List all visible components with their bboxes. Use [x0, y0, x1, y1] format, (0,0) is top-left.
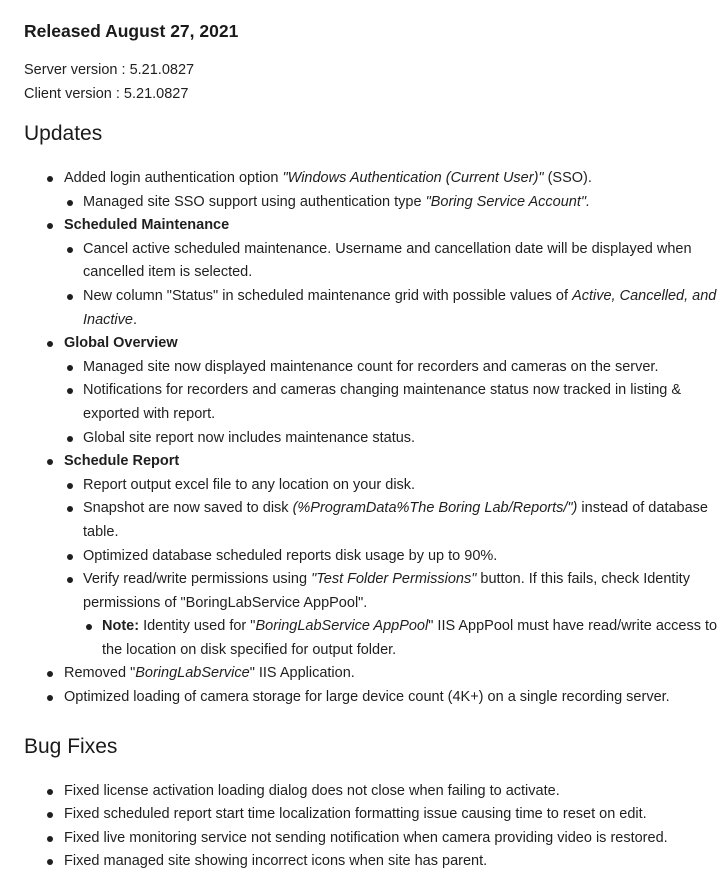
sub-list — [64, 191, 720, 215]
verify-button-name: "Test Folder Permissions" — [311, 571, 477, 588]
removed-suffix: " IIS Application. — [249, 665, 355, 682]
schedule-report-title: Schedule Report — [64, 453, 180, 470]
list-item — [24, 662, 720, 686]
sub-list — [64, 356, 720, 450]
status-values: Active, Cancelled, and Inactive — [83, 287, 717, 328]
list-item — [64, 285, 720, 332]
snapshot-path: (%ProgramData%The Boring Lab/Reports/") — [292, 500, 578, 517]
list-item: Managed site now displayed maintenance count for recorders and cameras on the server. — [64, 356, 720, 380]
note-prefix: Identity used for " — [139, 618, 256, 635]
status-column-suffix: . — [132, 311, 138, 328]
status-column-prefix: New column "Status" in scheduled maintenance grid with possible values of — [83, 287, 573, 304]
note-label: Note: — [102, 618, 140, 635]
list-item: Fixed scheduled report start time localization formatting issue causing time to reset on edit. — [24, 803, 720, 827]
list-item: Fixed live monitoring service not sending notification when camera providing video is restored. — [24, 827, 720, 851]
list-item — [24, 167, 720, 214]
list-item — [83, 615, 720, 662]
sso-support-prefix: Managed site SSO support using authentication type — [83, 193, 426, 210]
version-info — [24, 58, 720, 106]
snapshot-suffix: instead of database table. — [83, 500, 708, 540]
list-item — [64, 568, 720, 662]
list-item — [24, 332, 720, 450]
bug-fixes-heading: Bug Fixes — [24, 734, 118, 758]
client-version: Client version : 5.21.0827 — [24, 86, 189, 102]
sub-list — [64, 238, 720, 332]
list-item: Optimized database scheduled reports disk usage by up to 90%. — [64, 545, 720, 569]
sub-list — [64, 474, 720, 663]
release-date: Released August 27, 2021 — [24, 21, 239, 41]
removed-name: BoringLabService — [135, 665, 250, 682]
note-app-pool: BoringLabService AppPool — [255, 618, 429, 635]
release-notes — [24, 0, 720, 874]
login-option-suffix: (SSO). — [543, 170, 592, 186]
list-item: Notifications for recorders and cameras changing maintenance status now tracked in listing & exported with report. — [64, 379, 720, 426]
list-item: Optimized loading of camera storage for large device count (4K+) on a single recording server. — [24, 686, 720, 710]
list-item — [64, 497, 720, 544]
verify-suffix: button. If this fails, check Identity permissions of "BoringLabService AppPool". — [83, 571, 690, 611]
list-item — [64, 191, 720, 215]
login-option-prefix: Added login authentication option — [64, 170, 283, 186]
list-item: Global site report now includes maintenance status. — [64, 427, 720, 451]
login-option-name: "Windows Authentication (Current User)" — [282, 170, 544, 186]
global-overview-title: Global Overview — [64, 335, 178, 352]
server-version: Server version : 5.21.0827 — [24, 62, 195, 78]
updates-heading: Updates — [24, 122, 103, 145]
list-item: Report output excel file to any location on your disk. — [64, 474, 720, 498]
bug-fixes-list — [24, 780, 720, 874]
list-item: Cancel active scheduled maintenance. Username and cancellation date will be displayed when cancelled item is selected. — [64, 238, 720, 285]
verify-prefix: Verify read/write permissions using — [83, 571, 312, 588]
sso-support-type: "Boring Service Account". — [425, 193, 591, 210]
list-item: Fixed managed site showing incorrect icons when site has parent. — [24, 850, 720, 874]
scheduled-maintenance-title: Scheduled Maintenance — [64, 217, 230, 234]
snapshot-prefix: Snapshot are now saved to disk — [83, 500, 293, 517]
removed-prefix: Removed " — [64, 665, 136, 682]
sub-list — [83, 615, 720, 662]
list-item: Fixed license activation loading dialog does not close when failing to activate. — [24, 780, 720, 804]
updates-list — [24, 167, 720, 710]
note-suffix: " IIS AppPool must have read/write access to the location on disk specified for output folder. — [102, 618, 718, 658]
list-item — [24, 214, 720, 332]
list-item — [24, 450, 720, 662]
